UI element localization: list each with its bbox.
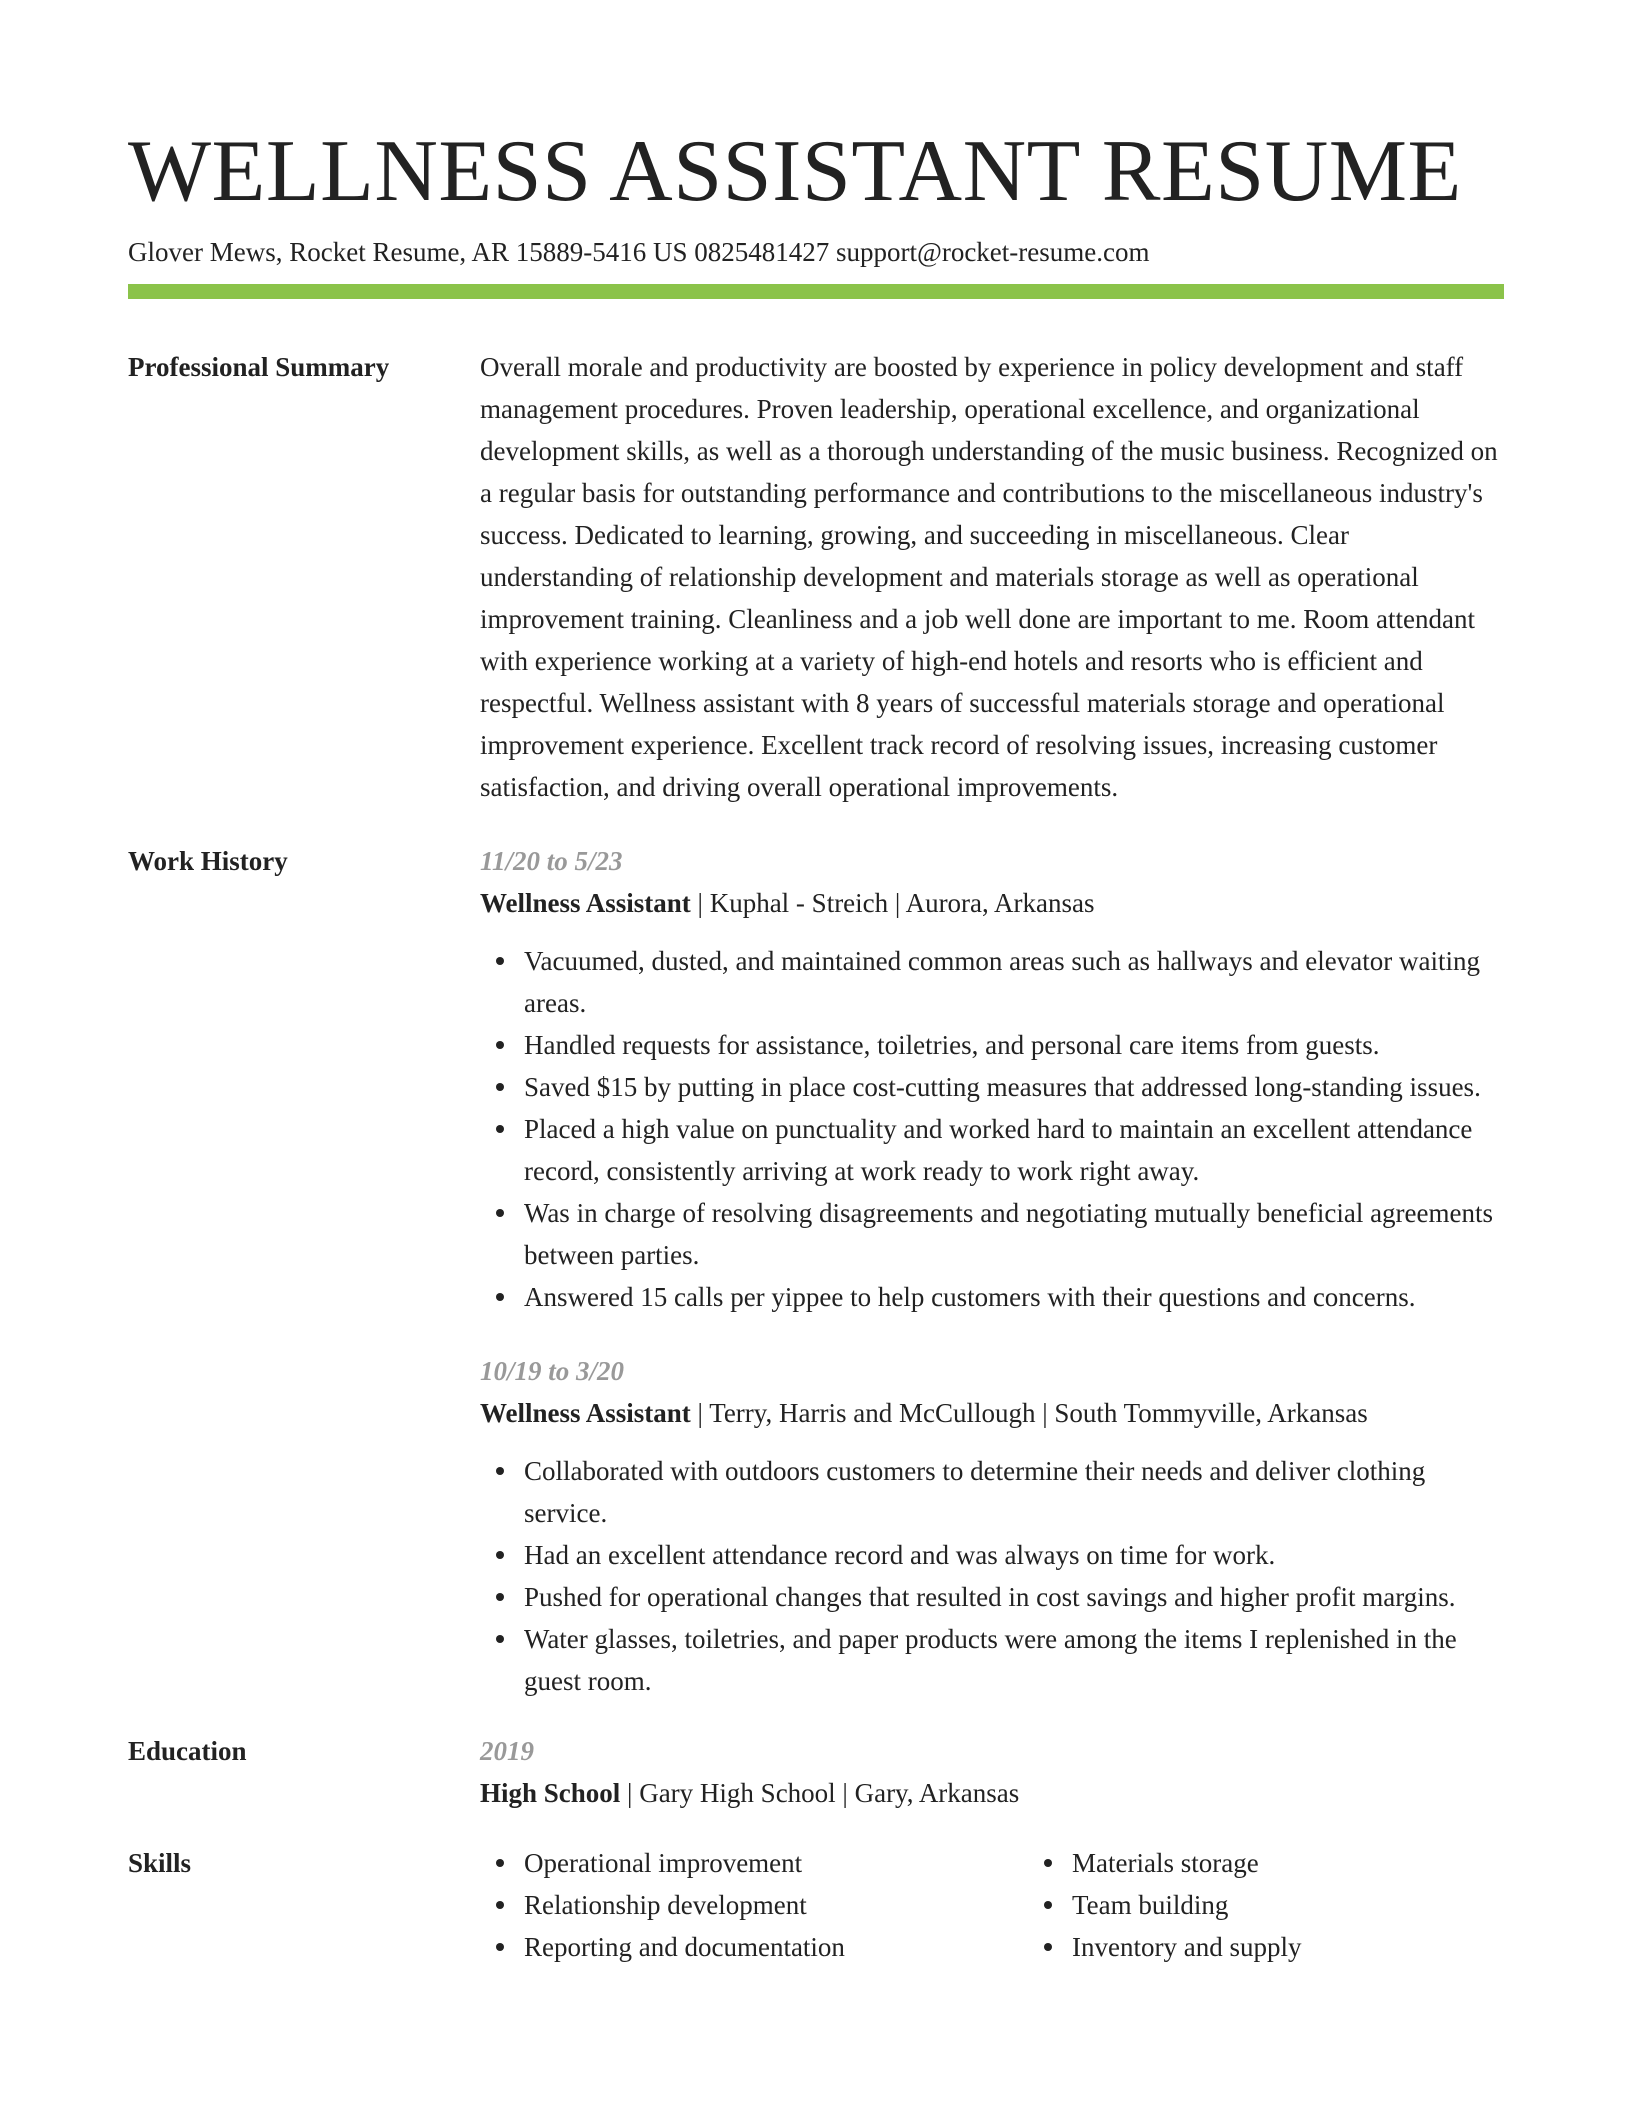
skill-item: Materials storage — [1072, 1842, 1576, 1884]
skill-item: Operational improvement — [524, 1842, 1028, 1884]
job-title: Wellness Assistant — [480, 888, 691, 918]
education-body — [480, 1730, 1504, 1814]
job-bullet: Handled requests for assistance, toiletries, and personal care items from guests. — [524, 1024, 1504, 1066]
skills-grid — [480, 1842, 1576, 1968]
job-role-line — [480, 1392, 1504, 1434]
section-title-education: Education — [128, 1736, 247, 1766]
skills-section — [128, 1842, 1504, 1968]
resume-title: WELLNESS ASSISTANT RESUME — [128, 123, 1462, 220]
job-role-line — [480, 882, 1504, 924]
summary-text: Overall morale and productivity are boosted by experience in policy development and staff management procedures. Proven leadership, operational excellence, and organizational development skills, as well as a thorough understanding of the music business. Recognized on a regular basis for outstanding performance and contributions to the miscellaneous industry's success. Dedicated to learning, growing, and succeeding in miscellaneous. Clear understanding of relationship development and materials storage as well as operational improvement training. Cleanliness and a job well done are important to me. Room attendant with experience working at a variety of high-end hotels and resorts who is efficient and respectful. Wellness assistant with 8 years of successful materials storage and operational improvement experience. Excellent track record of resolving issues, increasing customer satisfaction, and driving overall operational improvements. — [480, 352, 1498, 802]
skills-column-right — [1028, 1842, 1576, 1968]
work-history-section — [128, 840, 1504, 1702]
education-details: | Gary High School | Gary, Arkansas — [620, 1778, 1020, 1808]
education-line — [480, 1772, 1504, 1814]
section-title-work-history: Work History — [128, 846, 288, 876]
job-bullets — [480, 940, 1504, 1318]
skill-item: Reporting and documentation — [524, 1926, 1028, 1968]
skills-column-left — [480, 1842, 1028, 1968]
summary-section — [128, 346, 1504, 808]
job-bullet: Was in charge of resolving disagreements and negotiating mutually beneficial agreements between parties. — [524, 1192, 1504, 1276]
job-bullet: Answered 15 calls per yippee to help customers with their questions and concerns. — [524, 1276, 1504, 1318]
job-bullet: Placed a high value on punctuality and worked hard to maintain an excellent attendance record, consistently arriving at work ready to work right away. — [524, 1108, 1504, 1192]
job-details: | Terry, Harris and McCullough | South Tommyville, Arkansas — [690, 1398, 1368, 1428]
job-bullet: Water glasses, toiletries, and paper products were among the items I replenished in the guest room. — [524, 1618, 1504, 1702]
accent-rule — [128, 284, 1504, 299]
job-bullet: Had an excellent attendance record and was always on time for work. — [524, 1534, 1504, 1576]
job-dates: 11/20 to 5/23 — [480, 846, 623, 876]
job-details: | Kuphal - Streich | Aurora, Arkansas — [690, 888, 1095, 918]
education-section — [128, 1730, 1504, 1814]
education-year: 2019 — [480, 1736, 534, 1766]
summary-body — [480, 346, 1504, 808]
section-title-summary: Professional Summary — [128, 352, 390, 382]
job-bullet: Pushed for operational changes that resulted in cost savings and higher profit margins. — [524, 1576, 1504, 1618]
contact-info: Glover Mews, Rocket Resume, AR 15889-5416 US 0825481427 support@rocket-resume.com — [128, 237, 1150, 267]
job-entry — [480, 840, 1504, 1318]
education-degree: High School — [480, 1778, 621, 1808]
job-bullets — [480, 1450, 1504, 1702]
job-bullet: Collaborated with outdoors customers to determine their needs and deliver clothing service. — [524, 1450, 1504, 1534]
skill-item: Relationship development — [524, 1884, 1028, 1926]
skill-item: Inventory and supply — [1072, 1926, 1576, 1968]
job-entry — [480, 1350, 1504, 1702]
skills-body — [480, 1842, 1576, 1968]
job-bullet: Saved $15 by putting in place cost-cutting measures that addressed long-standing issues. — [524, 1066, 1504, 1108]
job-dates: 10/19 to 3/20 — [480, 1356, 625, 1386]
job-title: Wellness Assistant — [480, 1398, 691, 1428]
section-title-skills: Skills — [128, 1848, 192, 1878]
job-bullet: Vacuumed, dusted, and maintained common areas such as hallways and elevator waiting areas. — [524, 940, 1504, 1024]
skill-item: Team building — [1072, 1884, 1576, 1926]
work-history-body — [480, 840, 1504, 1702]
